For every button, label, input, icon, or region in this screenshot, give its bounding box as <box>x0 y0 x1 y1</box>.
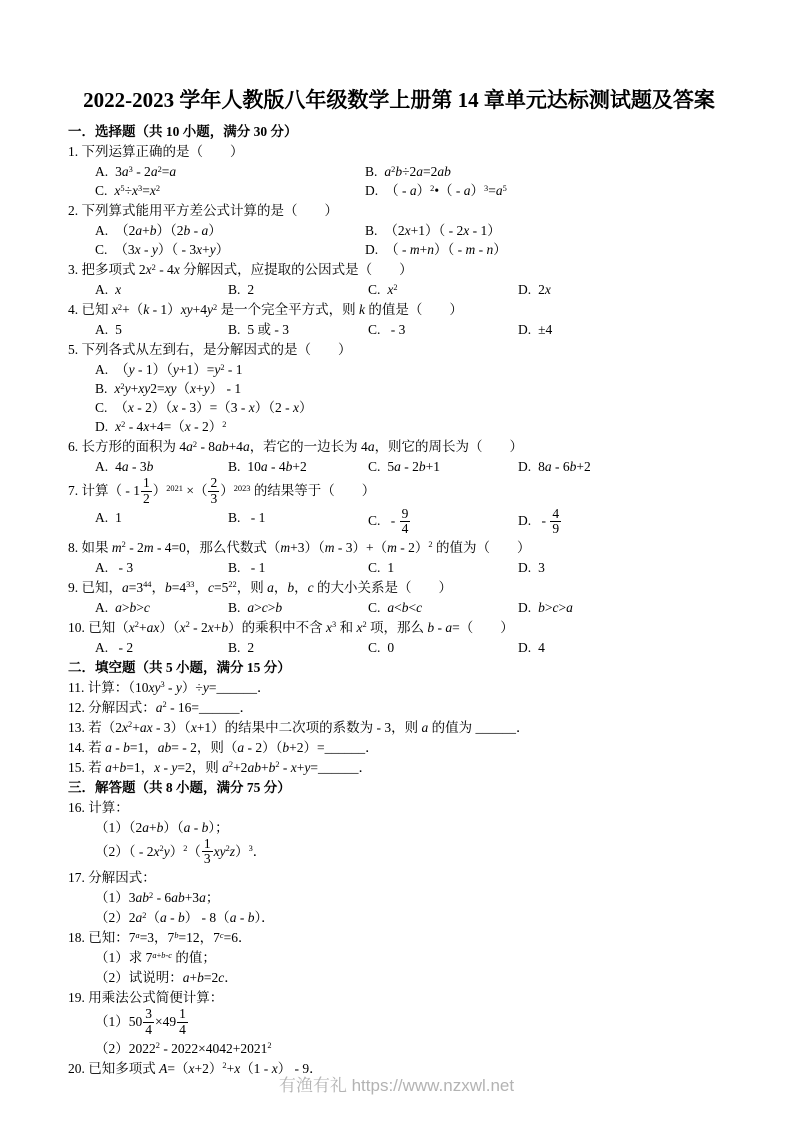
option-item <box>228 280 368 299</box>
options-row <box>95 162 730 181</box>
option-text: 10a - 4b+2 <box>247 459 307 475</box>
question-text: 12. 分解因式：$a^2$ - 16=______． <box>68 700 254 716</box>
option-label: D. <box>365 183 379 199</box>
option-item <box>368 505 518 537</box>
option-text: 1 <box>387 560 395 576</box>
page-title: 2022-2023 学年人教版八年级数学上册第 14 章单元达标测试题及答案 <box>83 88 715 112</box>
option-item <box>365 221 730 240</box>
option-label: D. <box>365 242 379 258</box>
question-text: 15. 若 a+b=1，x - y=2，则 $a^2+2ab+b^2$ - x+y=______． <box>68 760 372 776</box>
option-label: B. <box>228 600 241 616</box>
option-label: A. <box>95 322 109 338</box>
option-item <box>365 181 730 200</box>
option-text: 3 <box>538 560 545 576</box>
option-label: A. <box>95 560 109 576</box>
sub-question-text: （1）（2a+b）（a - b）； <box>95 820 229 836</box>
option-item <box>95 638 228 657</box>
option-label: B. <box>228 459 241 475</box>
option-label: A. <box>95 362 109 378</box>
option-text: 8a - 6b+2 <box>538 459 591 475</box>
question-text: 9. 已知，$a=3^{44}$，$b=4^{33}$，$c=5^{22}$，则 a，b，c 的大小关系是（ ） <box>68 580 452 596</box>
options-row <box>95 598 730 617</box>
option-item <box>95 398 730 417</box>
option-item <box>518 505 730 537</box>
option-text: - 2 <box>115 640 134 656</box>
question-text: 11. 计算：（$10xy^3$ - y）÷y=______． <box>68 680 271 696</box>
option-text: 4 <box>538 640 545 656</box>
option-item <box>228 320 368 339</box>
option-text: 5 <box>115 322 122 338</box>
options-row <box>95 240 730 259</box>
option-item <box>518 638 730 657</box>
question-text: 1. 下列运算正确的是（ ） <box>68 144 244 160</box>
option-text: （x - 2）（x - 3）=（3 - x）（2 - x） <box>114 400 313 416</box>
option-item <box>95 240 365 259</box>
options-row <box>95 505 730 537</box>
option-label: A. <box>95 600 109 616</box>
option-item <box>365 162 730 181</box>
option-label: D. <box>518 560 532 576</box>
option-text: a>b>c <box>115 600 150 616</box>
options-row <box>95 221 730 240</box>
option-text: - 1 <box>247 560 266 576</box>
option-label: A. <box>95 164 109 180</box>
option-item <box>228 508 368 537</box>
option-text: 5 或 - 3 <box>247 322 290 338</box>
sub-question-text: （1）50 $\frac{3}{4}$ ×49 $\frac{1}{4}$ <box>95 1006 186 1037</box>
option-label: D. <box>518 459 532 475</box>
option-text: 4a - 3b <box>115 459 154 475</box>
option-text: $(y - 1)(y+1)=y^2 - 1$ <box>115 362 243 378</box>
option-text: - 3 <box>115 560 134 576</box>
sub-question-text: $(2)2a^2(a - b) - 8(a - b)$． <box>95 910 275 926</box>
section-heading: 三．解答题（共 8 小题，满分 75 分） <box>68 780 291 796</box>
option-item <box>368 558 518 577</box>
document-content <box>68 86 730 1079</box>
question-text: 10. 已知$(x^2+ax)(x^2 - 2x+b)$的乘积中不含 $x^3$ 和 $x^2$ 项，那么 b - a=（ ） <box>68 620 514 636</box>
option-text: （ - m+n）（ - m - n） <box>385 242 507 258</box>
option-text: x <box>115 282 122 298</box>
sub-question-text: $(1)3ab^2 - 6ab+3a$； <box>95 890 220 906</box>
option-label: C. <box>95 242 108 258</box>
options-row <box>95 320 730 339</box>
option-item <box>518 558 730 577</box>
question-text: 2. 下列算式能用平方差公式计算的是（ ） <box>68 203 338 219</box>
option-item <box>95 320 228 339</box>
option-item <box>95 181 365 200</box>
option-text: - 3 <box>387 322 406 338</box>
option-label: A. <box>95 223 109 239</box>
option-item <box>95 598 228 617</box>
options-row <box>95 457 730 476</box>
option-item <box>518 280 730 299</box>
option-label: C. <box>368 513 381 529</box>
option-text: （2x+1）（ - 2x - 1） <box>384 223 501 239</box>
fraction: $\frac{4}{9}$ <box>552 505 560 536</box>
option-label: B. <box>228 322 241 338</box>
option-label: C. <box>368 640 381 656</box>
option-text: $x^2y+xy2=xy(x+y) - 1$ <box>114 381 242 397</box>
options-row <box>95 558 730 577</box>
section-heading: 一．选择题（共 10 小题，满分 30 分） <box>68 124 298 140</box>
sub-question-text: （1）求 $7^{a+b-c}$ 的值； <box>95 950 216 966</box>
option-label: D. <box>518 282 532 298</box>
option-label: C. <box>368 459 381 475</box>
fraction: $\frac{9}{4}$ <box>401 505 409 536</box>
question-text: 3. 把多项式 $2x^2 - 4x$ 分解因式，应提取的公因式是（ ） <box>68 262 413 278</box>
option-item <box>95 360 730 379</box>
option-text: a>c>b <box>247 600 283 616</box>
options-row <box>95 360 730 436</box>
option-text: $x^2 - 4x+4=(x - 2)^2$ <box>115 419 227 435</box>
option-text: 5a - 2b+1 <box>387 459 441 475</box>
document-body <box>68 122 730 1077</box>
question-text: 13. 若$(2x^2+ax - 3)(x+1)$的结果中二次项的系数为 - 3，则 a 的值为 ______． <box>68 720 530 736</box>
option-label: B. <box>228 282 241 298</box>
option-text: $a^2b\div 2a=2ab$ <box>384 164 451 180</box>
option-text: 0 <box>387 640 395 656</box>
option-text: （2a+b）（2b - a） <box>115 223 222 239</box>
sub-question-text: （2）试说明：a+b=2c． <box>95 970 238 986</box>
option-label: B. <box>228 640 241 656</box>
question-text: 19. 用乘法公式简便计算： <box>68 990 224 1006</box>
option-label: A. <box>95 640 109 656</box>
option-item <box>518 320 730 339</box>
option-item <box>368 598 518 617</box>
option-item <box>228 457 368 476</box>
option-text: 2 <box>247 640 255 656</box>
option-text: a<b<c <box>387 600 423 616</box>
option-label: C. <box>368 282 381 298</box>
sub-question-text: $(2)( - 2x^2y)^2$（ $\frac{1}{3}$ $xy^2z)^3$． <box>95 836 267 867</box>
option-item <box>228 558 368 577</box>
option-label: B. <box>95 381 108 397</box>
option-label: A. <box>95 509 109 525</box>
question-text: 4. 已知 $x^2+(k - 1)xy+4y^2$ 是一个完全平方式，则 k 的值是（ ） <box>68 302 463 318</box>
option-item <box>228 638 368 657</box>
option-item <box>95 417 730 436</box>
option-label: D. <box>518 322 532 338</box>
option-label: C. <box>368 600 381 616</box>
question-text: 5. 下列各式从左到右，是分解因式的是（ ） <box>68 342 352 358</box>
option-item <box>95 379 730 398</box>
option-text: - 1 <box>247 509 266 525</box>
options-row <box>95 181 730 200</box>
option-label: D. <box>518 600 532 616</box>
question-text: 17. 分解因式： <box>68 870 156 886</box>
question-text: 7. 计算（ - 1 $\frac{1}{2}$ ）$^{2021}$ ×（ $\frac{2}{3}$ ）$^{2023}$ 的结果等于（ ） <box>68 475 376 506</box>
fraction: $\frac{1}{4}$ <box>179 1006 186 1037</box>
option-label: B. <box>365 164 378 180</box>
fraction: $\frac{2}{3}$ <box>210 475 218 506</box>
footer <box>0 1071 793 1096</box>
option-item <box>368 280 518 299</box>
option-label: B. <box>365 223 378 239</box>
option-text: - $\frac{9}{4}$ <box>387 505 409 536</box>
option-item <box>95 280 228 299</box>
option-item <box>228 598 368 617</box>
option-text: 1 <box>115 509 122 525</box>
option-text: $3a^3 - 2a^2=a$ <box>115 164 177 180</box>
fraction: $\frac{3}{4}$ <box>145 1006 152 1037</box>
sub-question-text: $(2)2022^2 - 2022\times 4042+2021^2$ <box>95 1040 272 1056</box>
option-item <box>95 162 365 181</box>
option-text: b>c>a <box>538 600 573 616</box>
option-text: 2 <box>247 282 255 298</box>
option-item <box>95 457 228 476</box>
question-text: 20. 已知多项式 $A=(x+2)^2+x(1 - x) - 9$． <box>68 1060 323 1076</box>
option-item <box>518 598 730 617</box>
option-item <box>368 320 518 339</box>
question-text: 14. 若 a - b=1，ab= - 2，则（a - 2）（b+2）=______． <box>68 740 379 756</box>
option-label: C. <box>95 400 108 416</box>
option-label: B. <box>228 509 241 525</box>
option-label: B. <box>228 560 241 576</box>
option-text: $x^2$ <box>387 282 398 298</box>
option-text: 2x <box>538 282 551 298</box>
option-item <box>365 240 730 259</box>
option-text: ±4 <box>538 322 553 338</box>
option-label: D. <box>518 513 532 529</box>
fraction: $\frac{1}{2}$ <box>143 475 150 506</box>
option-item <box>368 638 518 657</box>
option-item <box>368 457 518 476</box>
option-label: A. <box>95 459 109 475</box>
option-text: （3x - y）（ - 3x+y） <box>114 242 230 258</box>
question-text: 18. 已知：$7^a=3$，$7^b=12$，$7^c=6$． <box>68 930 252 946</box>
option-text: （ - a）$^2$•（ - $a)^3=a^5$ <box>385 183 507 199</box>
question-text: 16. 计算： <box>68 800 129 816</box>
option-item <box>95 221 365 240</box>
footer-link[interactable]: 有渔有礼 https://www.nzxwl.net <box>278 1076 515 1095</box>
option-label: C. <box>368 322 381 338</box>
option-label: A. <box>95 282 109 298</box>
fraction: $\frac{1}{3}$ <box>203 836 211 867</box>
option-label: D. <box>95 419 109 435</box>
option-item <box>518 457 730 476</box>
question-text: 8. 如果 $m^2 - 2m - 4=0$，那么代数式（m+3）（m - 3）+（m - 2）$^2$ 的值为（ ） <box>68 540 531 556</box>
option-label: D. <box>518 640 532 656</box>
option-item <box>95 558 228 577</box>
option-label: C. <box>368 560 381 576</box>
options-row <box>95 638 730 657</box>
option-item <box>95 508 228 537</box>
section-heading: 二．填空题（共 5 小题，满分 15 分） <box>68 660 291 676</box>
option-text: $x^5\div x^3=x^2$ <box>114 183 160 199</box>
option-label: C. <box>95 183 108 199</box>
options-row <box>95 280 730 299</box>
option-text: - $\frac{4}{9}$ <box>538 505 560 536</box>
question-text: 6. 长方形的面积为 $4a^2 - 8ab+4a$，若它的一边长为 4a，则它的周长为（ ） <box>68 439 524 455</box>
